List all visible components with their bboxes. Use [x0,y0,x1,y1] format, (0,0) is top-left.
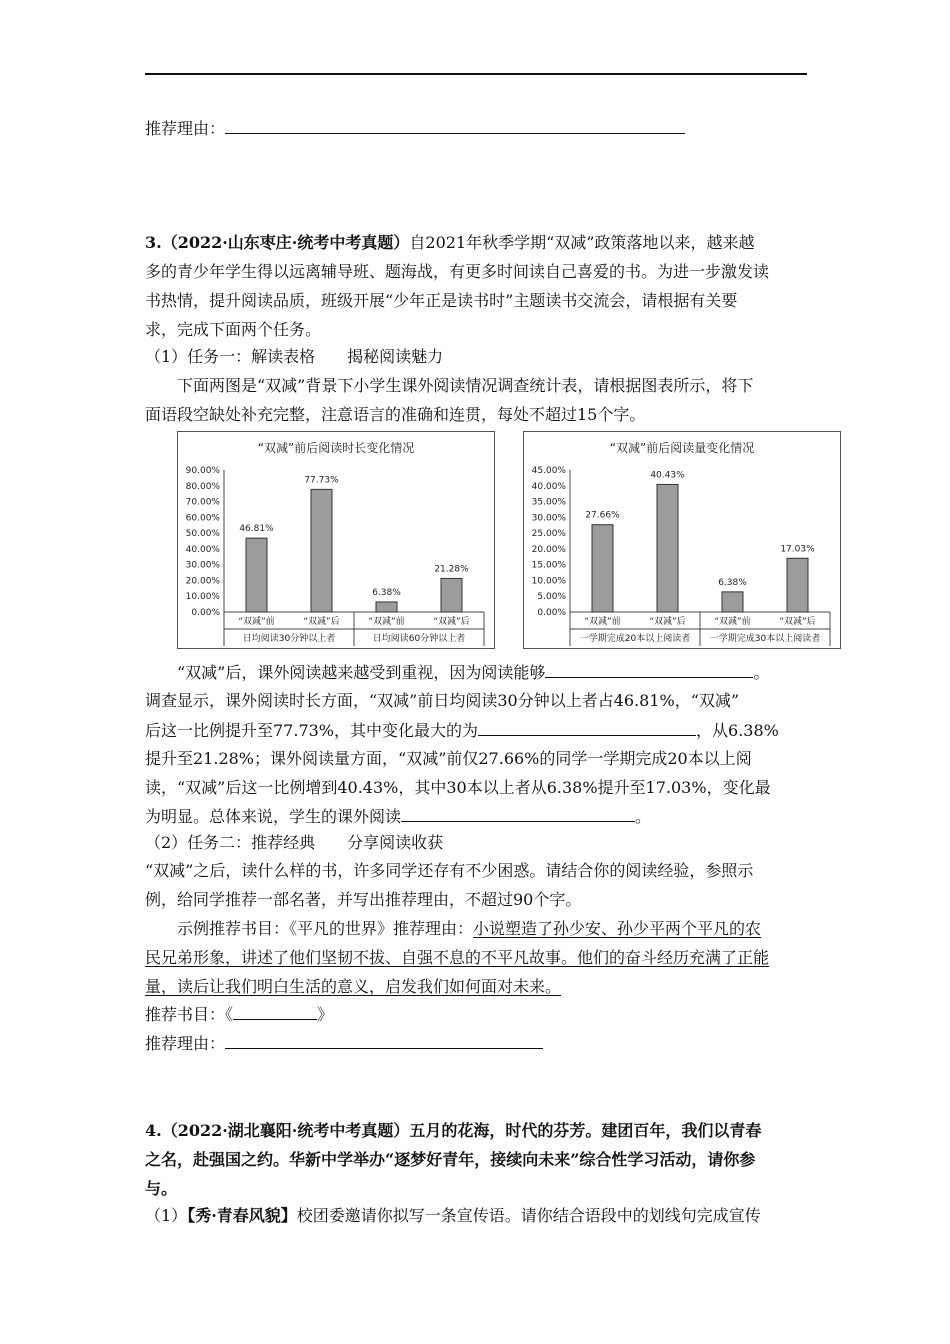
y-tick-label: 70.00% [185,497,220,508]
y-tick-label: 20.00% [531,544,566,555]
q4-line-1 [145,1121,761,1141]
y-tick-label: 40.00% [185,544,220,555]
q3-line-2: 多的青少年学生得以远离辅导班、题海战，有更多时间读自己喜爱的书。为进一步激发读 [145,262,770,281]
q3-number: 3. [145,233,162,252]
bar [657,484,678,612]
x-category-label: “双减”前 [368,617,405,627]
bar-data-label: 6.38% [718,577,747,588]
bar [592,525,613,612]
x-category-label: “双减”后 [303,617,340,627]
para-line-2: 调查显示，课外阅读时长方面，“双减”前日均阅读30分钟以上者占46.81%，“双减” [145,691,740,710]
q3-source: （2022·山东枣庄·统考中考真题） [161,233,410,252]
chart-title: “双减”前后阅读时长变化情况 [257,441,415,455]
top-divider [145,73,807,75]
bar [246,538,267,612]
example-line-3: 量，读后让我们明白生活的意义，启发我们如何面对未来。 [145,977,562,996]
y-tick-label: 30.00% [531,513,566,524]
q4-intro-text: 五月的花海，时代的芬芳。建团百年，我们以青春 [409,1121,762,1140]
para-end-1: 。 [753,663,770,682]
reason-label: 推荐理由： [145,1034,226,1053]
chart-reading-time [177,431,495,649]
q4-number: 4. [145,1121,162,1140]
task1-desc-2: 面语段空缺处补充完整，注意语言的准确和连贯，每处不超过15个字。 [145,405,646,424]
bar [311,489,332,612]
x-category-label: “双减”前 [238,617,275,627]
task1-title: （1）任务一：解读表格 揭秘阅读魅力 [145,347,444,366]
top-reason-row [145,118,685,139]
q3-line-1 [145,233,754,253]
x-category-label: “双减”后 [779,617,816,627]
chart-reading-volume [523,431,841,649]
bar [441,578,462,612]
chart-reading-volume-svg [524,432,840,648]
x-category-label: “双减”前 [584,617,621,627]
para-line-3 [145,720,779,741]
bar-data-label: 77.73% [304,475,339,486]
para-line-4: 提升至21.28%；课外阅读量方面，“双减”前仅27.66%的同学一学期完成20本以上阅 [145,749,752,768]
x-category-label: “双减”后 [433,617,470,627]
task1-desc-1: 下面两图是“双减”背景下小学生课外阅读情况调查统计表，请根据图表所示，将下 [177,376,754,395]
y-tick-label: 60.00% [185,513,220,524]
q4-source: （2022·湖北襄阳·统考中考真题） [161,1121,410,1140]
bar [787,558,808,612]
y-tick-label: 10.00% [531,576,566,587]
task2-title: （2）任务二：推荐经典 分享阅读收获 [145,833,444,852]
q3-line-4: 求，完成下面两个任务。 [145,320,322,339]
bar-data-label: 21.28% [434,564,469,575]
bar-data-label: 27.66% [585,510,620,521]
bar-data-label: 6.38% [372,587,401,598]
book-label: 推荐书目：《 [145,1005,234,1024]
q4-sub1-text: 校团委邀请你拟写一条宣传语。请你结合语段中的划线句完成宣传 [296,1206,761,1225]
example-prefix: 示例推荐书目：《平凡的世界》推荐理由： [177,919,474,938]
y-tick-label: 50.00% [185,529,220,540]
bar [722,592,743,612]
para-end-6: 。 [635,807,652,826]
reason-blank[interactable] [225,1033,543,1049]
y-tick-label: 80.00% [185,481,220,492]
y-tick-label: 45.00% [531,466,566,476]
chart-reading-time-svg [178,432,494,648]
top-reason-blank[interactable] [225,118,685,134]
para-text-1: “双减”后，课外阅读越来越受到重视，因为阅读能够 [177,663,546,682]
x-group-label: 一学期完成30本以上阅读者 [709,634,821,644]
q4-line-3: 与。 [145,1179,178,1198]
para-text-6: 为明显。总体来说，学生的课外阅读 [145,807,402,826]
task2-line-2: 例，给同学推荐一部名著，并写出推荐理由，不超过90个字。 [145,890,582,909]
q4-line-2: 之名，赴强国之约。华新中学举办“逐梦好青年，接续向未来”综合性学习活动，请你参 [145,1150,756,1169]
bar [376,602,397,612]
y-tick-label: 40.00% [531,481,566,492]
reason-row [145,1033,543,1054]
y-tick-label: 25.00% [531,529,566,540]
y-tick-label: 10.00% [185,592,220,603]
fill-blank-1[interactable] [545,662,753,678]
para-line-1 [177,662,769,683]
q3-line-3: 书热情，提升阅读品质，班级开展“少年正是读书时”主题读书交流会，请根据有关要 [145,291,738,310]
y-tick-label: 0.00% [191,608,220,618]
x-group-label: 一学期完成20本以上阅读者 [579,634,691,644]
para-text-3a: 后这一比例提升至77.73%，其中变化最大的为 [145,721,479,740]
x-category-label: “双减”后 [649,617,686,627]
para-text-3b: ，从6.38% [696,721,779,740]
x-group-label: 日均阅读60分钟以上者 [372,634,466,644]
book-close: 》 [317,1005,334,1024]
para-line-6 [145,806,651,827]
y-tick-label: 30.00% [185,560,220,571]
y-tick-label: 35.00% [531,497,566,508]
book-title-blank[interactable] [233,1004,317,1020]
example-line-2: 民兄弟形象，讲述了他们坚韧不拔、自强不息的不平凡故事。他们的奋斗经历充满了正能 [145,948,770,967]
q4-sub1 [145,1206,761,1226]
fill-blank-3[interactable] [401,806,635,822]
y-tick-label: 15.00% [531,560,566,571]
y-tick-label: 5.00% [537,592,566,603]
top-reason-label: 推荐理由： [145,119,226,138]
x-category-label: “双减”前 [714,617,751,627]
example-line-1 [177,919,761,939]
y-tick-label: 0.00% [537,608,566,618]
y-tick-label: 90.00% [185,466,220,476]
x-group-label: 日均阅读30分钟以上者 [242,634,336,644]
para-line-5: 读，“双减”后这一比例增到40.43%，其中30本以上者从6.38%提升至17.03%，变化最 [145,778,771,797]
y-tick-label: 20.00% [185,576,220,587]
bar-data-label: 40.43% [650,470,685,481]
fill-blank-2[interactable] [478,720,696,736]
q3-intro-text: 自2021年秋季学期“双减”政策落地以来，越来越 [409,233,755,252]
bar-data-label: 46.81% [239,524,274,535]
bar-data-label: 17.03% [780,544,815,555]
example-underlined-1: 小说塑造了孙少安、孙少平两个平凡的农 [473,919,762,938]
q4-sub1-prefix: （1） [145,1206,188,1225]
q4-sub1-tag: 【秀·青春风貌】 [187,1206,297,1225]
chart-title: “双减”前后阅读量变化情况 [609,441,755,455]
task2-line-1: “双减”之后，读什么样的书，许多同学还存有不少困惑。请结合你的阅读经验，参照示 [145,861,754,880]
book-row [145,1004,333,1025]
